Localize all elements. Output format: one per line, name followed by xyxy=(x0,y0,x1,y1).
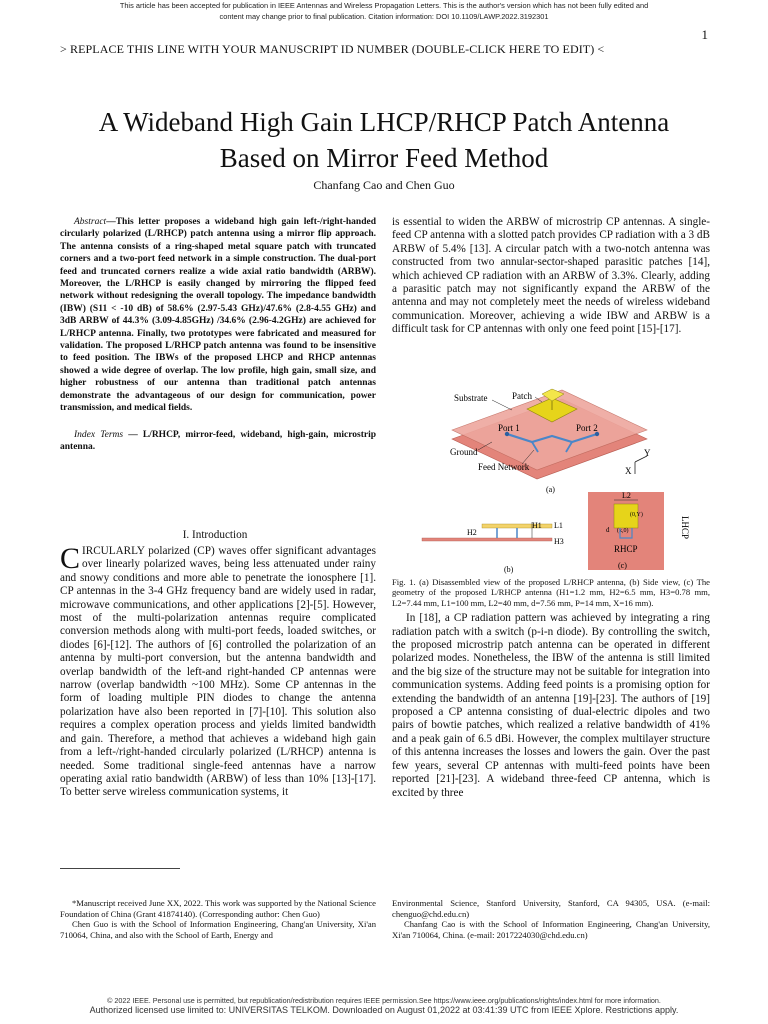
figure-1a-label: (a) xyxy=(546,485,555,494)
left-column-top xyxy=(60,216,376,453)
h1-label: H1 xyxy=(532,521,542,530)
h2-label: H2 xyxy=(467,528,477,537)
intro-text: IRCULARLY polarized (CP) waves offer significant advantages over linearly polarized waves, being less attenuated under rainy and snowy conditions and more able to penetrate the ionosphere [1]. CP antennas in the 3-4 GHz frequency band are widely used in radar, microwave communications, and other applications [2]-[5]. However, most of the multi-polarization antennas require complicated conversion methods along with multi-port feeds, loaded switches, or diodes [6]-[12]. The authors of [6] controlled the polarization of an antenna by multi-port conversion, but the antenna bandwidth and overlap bandwidth of the left-and right-handed CP antennas were narrow (overlap bandwidth ~100 MHz). Some CP antennas in the form of loading multiple PIN diodes to change the antenna polarization have also been reported in [7]-[10]. This solution also requires a complex operation process and yields limited bandwidth and gain. Therefore, a method that achieves a wideband high gain from a left-/right-handed circularly polarized (L/RHCP) antenna is needed. Some traditional single-feed antennas have a narrow operating axial ratio bandwidth (ARBW) of less than 10% [13]-[17]. To better serve wireless communication systems, it xyxy=(60,545,376,799)
port-1-label: Port 1 xyxy=(498,423,520,433)
footnote-left xyxy=(60,898,376,940)
top-note xyxy=(0,0,768,22)
author-list: Chanfang Cao and Chen Guo xyxy=(313,178,455,192)
figure-1b-label: (b) xyxy=(504,565,514,574)
abstract-text: —This letter proposes a wideband high gain left-/right-handed circularly polarized (L/RHCP) patch antenna using a mirror flip approach. The antenna consists of a ring-shaped metal square patch with truncated corners and a two-port feed network in a simple construction. The dual-port feed and truncated corners realize a wide axial ratio bandwidth (ARBW). Moreover, the L/RHCP is easily changed by mirroring the flipped feed network without redesigning the overall topology. The impedance bandwidth (IBW) (S11 < -10 dB) of 58.6% (2.97-5.43 GHz)/47.6% (2.8-4.55 GHz) and 3dB ARBW of 44.3% (3.09-4.85GHz) /34.6% (2.96-4.2GHz) are achieved for L/RHCP antenna. Finally, two prototypes were fabricated and measured for validation. The proposed L/RHCP patch antenna was found to be insensitive to feed position. The IBWs of the proposed LHCP and RHCP antennas showed a wide degree of overlap. The low profile, high gain, small size, and higher robustness of our antenna than traditional patch antennas demonstrate the advantageous of our design for communication, power transmission, and medical fields. xyxy=(60,217,376,414)
paper-title xyxy=(40,104,728,176)
index-terms-text: — L/RHCP, mirror-feed, wideband, high-gain, microstrip antenna. xyxy=(60,429,377,452)
l1-label: L1 xyxy=(554,521,563,530)
footnote-rule xyxy=(60,868,180,869)
index-terms-label: Index Terms xyxy=(74,429,124,440)
lhcp-label: LHCP xyxy=(680,516,690,540)
index-terms xyxy=(60,429,376,454)
axis-x-label: X xyxy=(625,466,632,476)
h3-label: H3 xyxy=(554,537,564,546)
abstract-label: Abstract xyxy=(74,217,107,227)
side-ground xyxy=(422,538,552,541)
figure-1c-label: (c) xyxy=(618,561,627,570)
manuscript-id-placeholder[interactable]: > REPLACE THIS LINE WITH YOUR MANUSCRIPT ID NUMBER (DOUBLE-CLICK HERE TO EDIT) < xyxy=(60,42,605,56)
right-column-top xyxy=(392,216,710,337)
page-number: 1 xyxy=(701,27,708,42)
feed-network-label: Feed Network xyxy=(478,462,530,472)
point-2-label: (x,0) xyxy=(617,528,629,534)
title-line-1: A Wideband High Gain LHCP/RHCP Patch Antenna xyxy=(98,107,670,137)
intro-dropcap: C xyxy=(60,542,81,575)
footnote-author-2: Chanfang Cao is with the School of Information Engineering, Chang'an University, Xi'an 710064, China. (e-mail: 2017224030@chd.edu.cn) xyxy=(392,919,710,940)
substrate-label: Substrate xyxy=(454,393,488,403)
port-2-label: Port 2 xyxy=(576,423,598,433)
footnote-right xyxy=(392,898,710,940)
figure-1c xyxy=(588,491,690,570)
right-paragraph-2: In [18], a CP radiation pattern was achieved by integrating a ring radiation patch with a switch (p-i-n diode). By controlling the switch, the proposed microstrip patch antenna can be operated in different polarized modes. Nonetheless, the IBW of the antenna is still limited and the big size of the structure may not be suitable for integration into communication systems. Adding feed points is a promising option for extending the bandwidth of an antenna [19]-[23]. The authors of [19] proposed a CP antenna consisting of dual-electric dipoles and two pairs of bowtie patches, which realized a relative bandwidth of 41% and a peak gain of 6.5 dBi. However, the complex multilayer structure of this antenna increases the losses and lowers the gain. Over the past few years, several CP antennas with multi-feed points have been reported [21]-[23]. A wideband three-feed CP antenna, which is excited by three xyxy=(392,612,710,799)
d-label: d xyxy=(606,526,610,534)
intro-paragraph xyxy=(60,542,376,800)
figure-1a xyxy=(450,389,651,494)
axis-y-label: Y xyxy=(644,448,651,458)
footnote-manuscript: *Manuscript received June XX, 2022. This work was supported by the National Science Foundation of China (Grant 41874140). (Corresponding author: Chen Guo) xyxy=(60,898,376,919)
figure-caption: Fig. 1. (a) Disassembled view of the proposed L/RHCP antenna, (b) Side view, (c) The geometry of the proposed L/RHCP antenna (H1=1.2 mm, H2=6.5 mm, H3=0.78 mm, L2=7.44 mm, L1=100 mm, L2=40 mm, d=7.56 mm, P=14 mm, X=16 mm). xyxy=(392,577,710,608)
copyright-notice: © 2022 IEEE. Personal use is permitted, but republication/redistribution requires IEEE permission.See https://www.ieee.org/publications/rights/index.html for more information. xyxy=(107,996,661,1005)
abstract xyxy=(60,216,376,415)
footnote-author-1: Chen Guo is with the School of Information Engineering, Chang'an University, Xi'an 710064, China, and also with the School of Earth, Energy and xyxy=(60,919,376,940)
right-paragraph-1: is essential to widen the ARBW of microstrip CP antennas. A single-feed CP antenna with a slotted patch provides CP radiation with a 3 dB ARBW of 5.4% [13]. A circular patch with a two-notch antenna was constructed from two annular-sector-shaped parasitic patches [14], which achieved CP radiation with an ARBW of 3.3%. Clearly, adding a parasitic patch may not significantly expand the ARBW of the antenna and may not completely meet the needs of wireless wideband communication. Moreover, achieving a wide IBW and ARBW is a difficult task for CP antennas with only one feed point [15]-[17]. xyxy=(392,216,710,336)
l2-label: L2 xyxy=(622,491,631,500)
top-note-line-2: content may change prior to final publication. Citation information: DOI 10.1109/LAWP.2022.3192301 xyxy=(219,12,549,21)
title-line-2: Based on Mirror Feed Method xyxy=(219,143,549,173)
figure-1 xyxy=(392,384,710,576)
figure-1b xyxy=(422,521,564,574)
left-column-intro xyxy=(60,542,376,800)
footnote-affiliation: Environmental Science, Stanford University, Stanford, CA 94305, USA. (e-mail: chenguo@chd.edu.cn) xyxy=(392,898,710,919)
ground-label: Ground xyxy=(450,447,478,457)
section-heading: I. Introduction xyxy=(182,529,248,541)
substrate-leader xyxy=(492,400,512,410)
patch-label: Patch xyxy=(512,391,532,401)
license-notice: Authorized licensed use limited to: UNIVERSITAS TELKOM. Downloaded on August 01,2022 at 03:41:39 UTC from IEEE Xplore. Restrictions apply. xyxy=(89,1005,679,1015)
right-column-bottom xyxy=(392,577,710,800)
top-note-line-1: This article has been accepted for publication in IEEE Antennas and Wireless Propagation Letters. This is the author's version which has not been fully edited and xyxy=(119,1,649,10)
rhcp-label: RHCP xyxy=(614,544,638,554)
point-1-label: (0,Y) xyxy=(630,512,643,518)
